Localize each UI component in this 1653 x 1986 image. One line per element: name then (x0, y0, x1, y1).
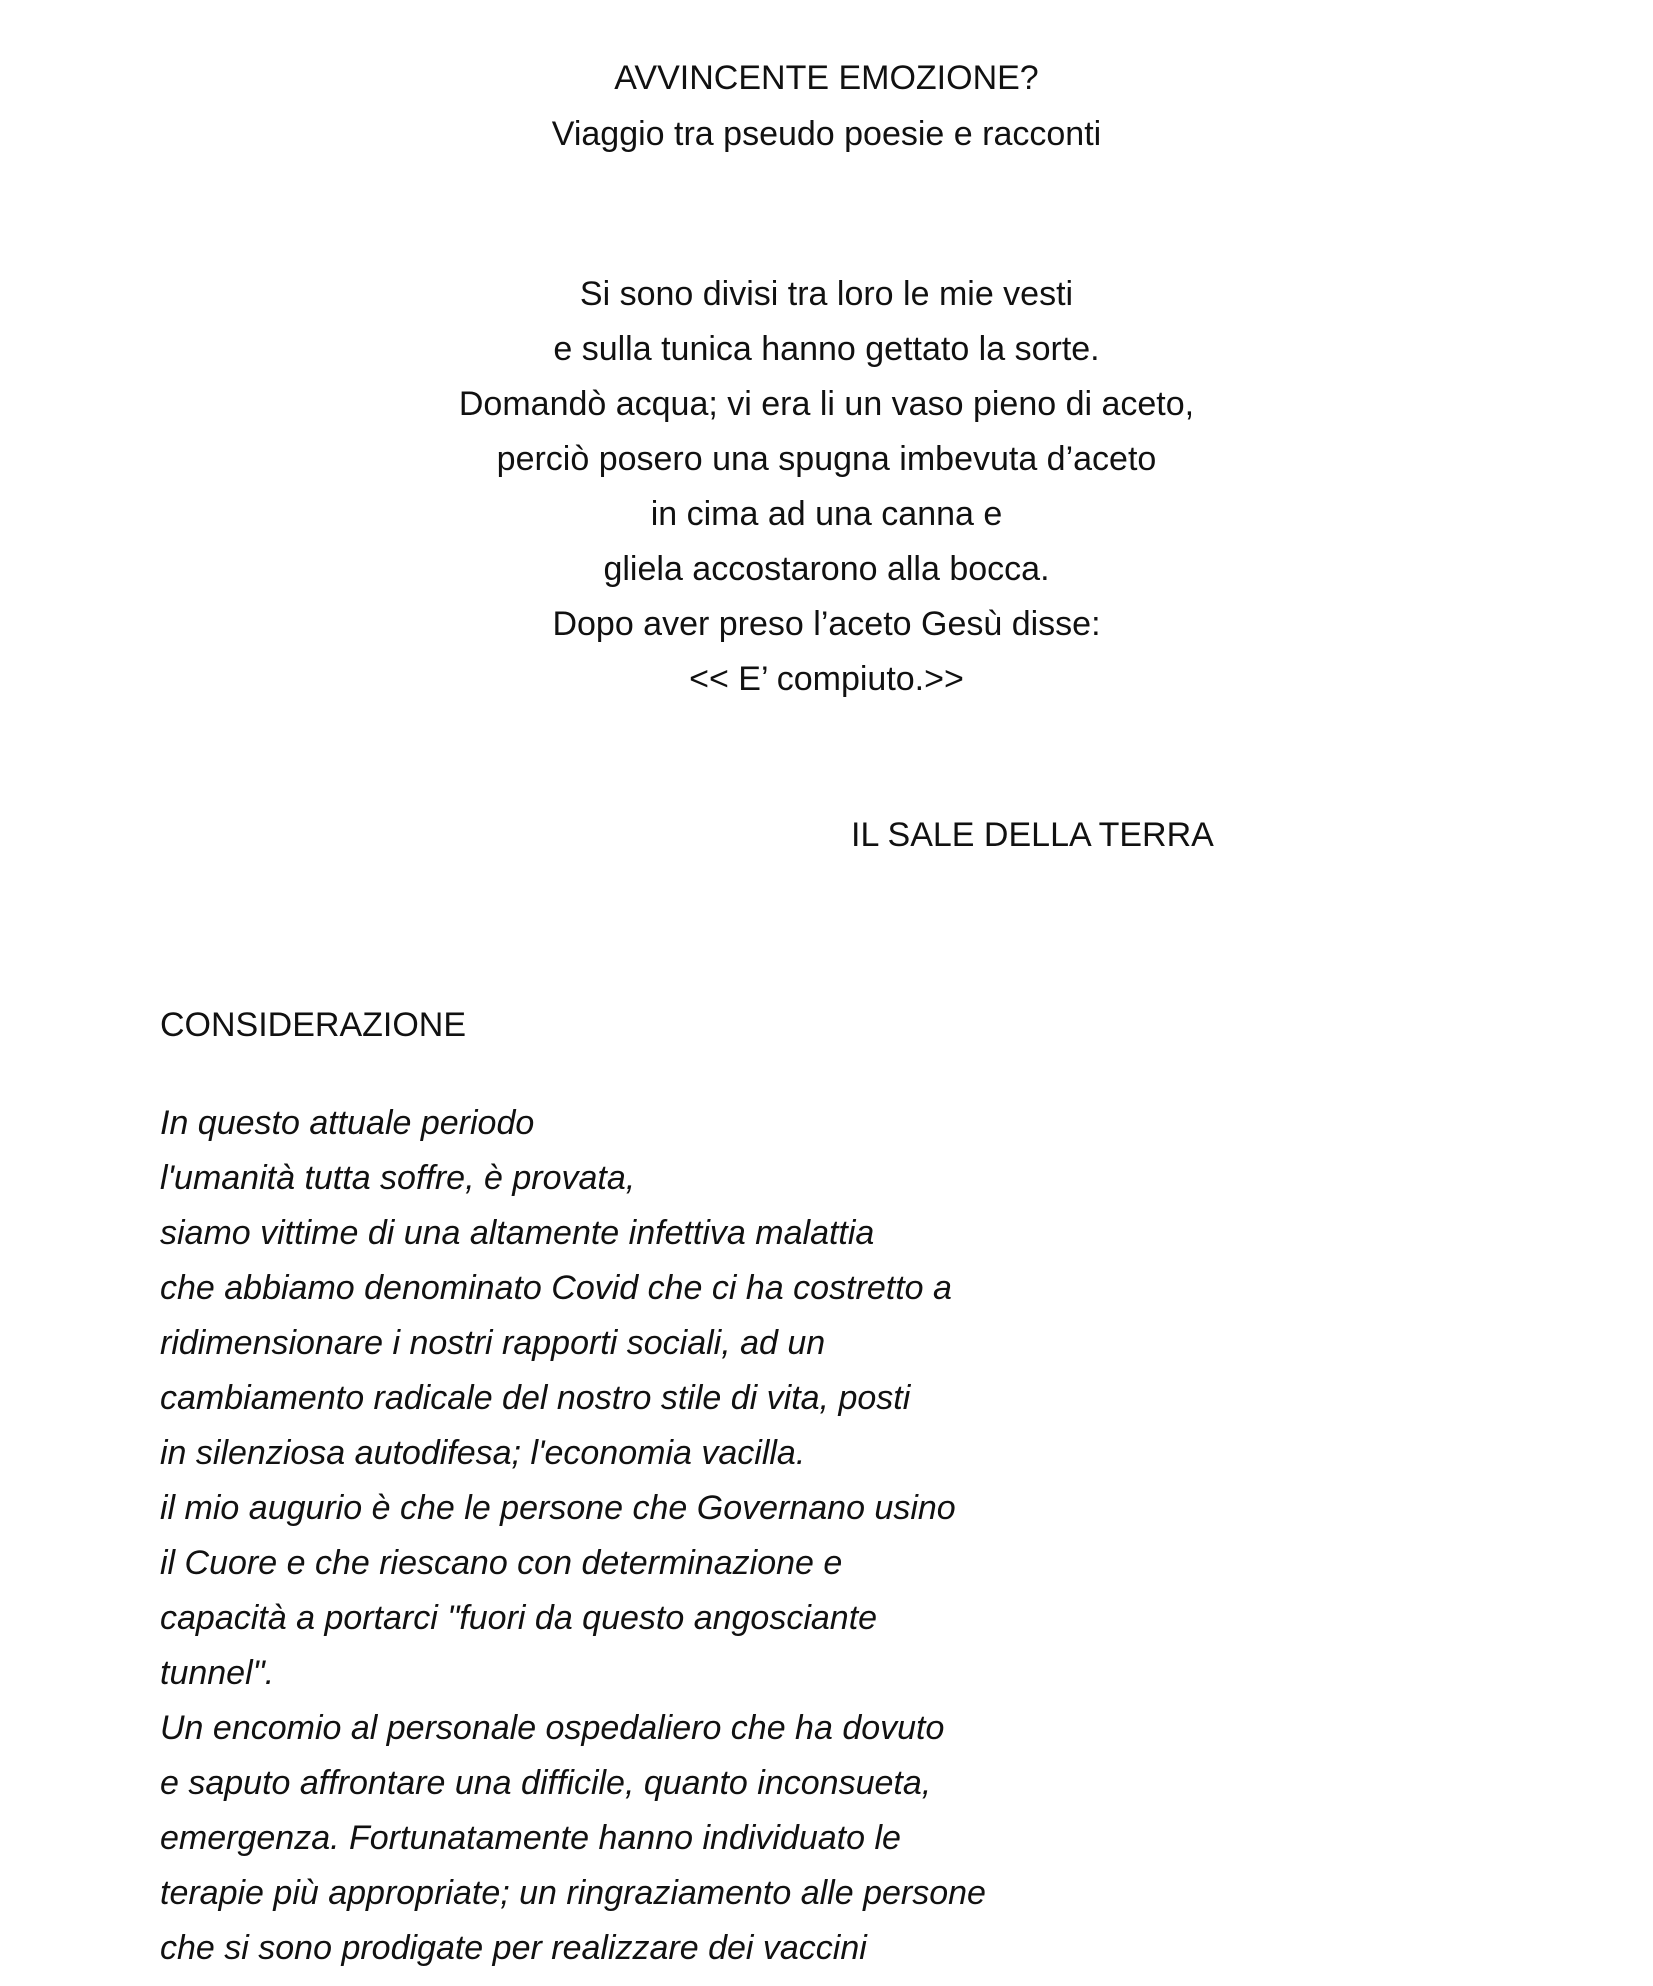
verse-line: e sulla tunica hanno gettato la sorte. (553, 330, 1100, 368)
body-line: ridimensionare i nostri rapporti sociali, ad un (160, 1324, 826, 1362)
verse-line: Domandò acqua; vi era li un vaso pieno di aceto, (458, 385, 1195, 423)
verse-line: << E’ compiuto.>> (689, 660, 964, 698)
body-line: che abbiamo denominato Covid che ci ha costretto a (160, 1269, 952, 1307)
body-line: il Cuore e che riescano con determinazione e (160, 1544, 843, 1582)
body-line: In questo attuale periodo (160, 1104, 535, 1142)
verse-line: Dopo aver preso l’aceto Gesù disse: (552, 605, 1101, 643)
verse-line: perciò posero una spugna imbevuta d’aceto (496, 440, 1157, 478)
body-line: siamo vittime di una altamente infettiva malattia (160, 1214, 875, 1252)
body-line: tunnel". (160, 1654, 275, 1692)
body-line: in silenziosa autodifesa; l'economia vacilla. (160, 1434, 806, 1472)
body-line: e saputo affrontare una difficile, quanto inconsueta, (160, 1764, 932, 1802)
body-line: il mio augurio è che le persone che Governano usino (160, 1489, 956, 1527)
verse-line: Si sono divisi tra loro le mie vesti (579, 275, 1074, 313)
document-header (0, 50, 1653, 162)
body-line: capacità a portarci "fuori da questo angosciante (160, 1599, 878, 1637)
document-subtitle: Viaggio tra pseudo poesie e racconti (551, 115, 1102, 153)
verse-line: in cima ad una canna e (650, 495, 1003, 533)
document-title: AVVINCENTE EMOZIONE? (614, 59, 1039, 97)
body-line: cambiamento radicale del nostro stile di vita, posti (160, 1379, 911, 1417)
consideration-body (160, 1096, 986, 1976)
body-line: emergenza. Fortunatamente hanno individuato le (160, 1819, 901, 1857)
section-title: IL SALE DELLA TERRA (851, 816, 1214, 854)
consideration-heading: CONSIDERAZIONE (160, 1006, 467, 1044)
body-line: terapie più appropriate; un ringraziamento alle persone (160, 1874, 986, 1912)
body-line: che si sono prodigate per realizzare dei vaccini (160, 1929, 867, 1967)
body-line: Un encomio al personale ospedaliero che ha dovuto (160, 1709, 945, 1747)
body-line: l'umanità tutta soffre, è provata, (160, 1159, 636, 1197)
verse-line: gliela accostarono alla bocca. (603, 550, 1050, 588)
verse-block (0, 267, 1653, 707)
